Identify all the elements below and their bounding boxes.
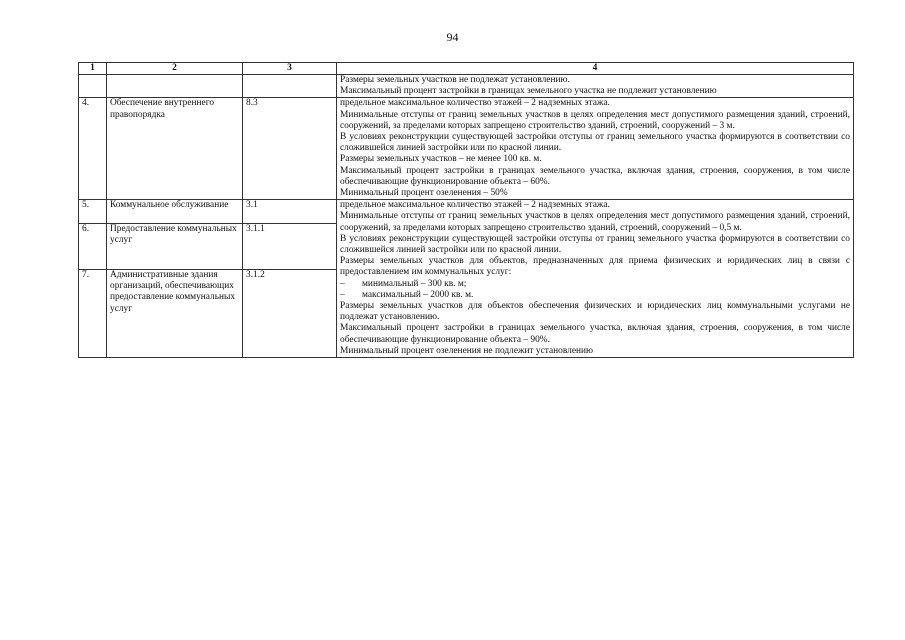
desc-line: предельное максимальное количество этажей – 2 надземных этажа. xyxy=(340,98,610,109)
dash-text: максимальный – 2000 кв. м. xyxy=(362,289,474,300)
row-name: Предоставление коммунальных услуг xyxy=(107,224,243,270)
table-row-5 xyxy=(79,200,854,224)
row-number: 7. xyxy=(79,270,107,358)
desc-line: Размеры земельных участков для объектов обеспечения физических и юридических лиц коммунальными услугами не подлежат установлению. xyxy=(340,301,850,323)
row-name: Обеспечение внутреннего правопорядка xyxy=(107,98,243,200)
table-row-4 xyxy=(79,98,854,200)
desc-line: Максимальный процент застройки в границах земельного участка, включая здания, строения, сооружения, в том числе обеспечивающие функционирование объекта – 90%. xyxy=(340,323,850,345)
row-name: Коммунальное обслуживание xyxy=(107,200,243,224)
row-code: 3.1 xyxy=(243,200,337,224)
header-cell-3: 3 xyxy=(243,63,337,75)
continuation-desc xyxy=(337,75,854,98)
row-desc xyxy=(337,98,854,200)
row-code: 3.1.2 xyxy=(243,270,337,358)
continuation-num xyxy=(79,75,107,98)
dash-mark: – xyxy=(340,289,345,300)
row-code: 3.1.1 xyxy=(243,224,337,270)
row-number: 5. xyxy=(79,200,107,224)
dash-item xyxy=(340,279,850,290)
row-number: 6. xyxy=(79,224,107,270)
row-code: 8.3 xyxy=(243,98,337,200)
row-number: 4. xyxy=(79,98,107,200)
desc-line: В условиях реконструкции существующей застройки отступы от границ земельного участка формируются в соответствии со сложившейся линией застройки или по красной линии. xyxy=(340,132,850,154)
dash-item xyxy=(340,290,850,301)
desc-line: предельное максимальное количество этажей – 2 надземных этажа. xyxy=(340,200,610,211)
desc-line: Размеры земельных участков для объектов, предназначенных для приема физических и юридических лиц в связи с предоставлением им коммунальных услуг: xyxy=(340,256,850,278)
header-cell-1: 1 xyxy=(79,63,107,75)
desc-line: В условиях реконструкции существующей застройки отступы от границ земельного участка формируются в соответствии со сложившейся линией застройки или по красной линии. xyxy=(340,233,850,256)
continuation-code xyxy=(243,75,337,98)
group-desc xyxy=(337,200,854,358)
desc-line: Минимальный процент озеленения не подлежит установлению xyxy=(340,345,594,356)
table-row-continuation xyxy=(79,75,854,98)
header-cell-4: 4 xyxy=(337,63,854,75)
dash-text: минимальный – 300 кв. м; xyxy=(362,278,467,289)
regulations-table xyxy=(78,62,854,358)
row-name: Административные здания организаций, обеспечивающих предоставление коммунальных услуг xyxy=(107,270,243,358)
table-header-row xyxy=(79,63,854,75)
desc-line: Размеры земельных участков – не менее 100 кв. м. xyxy=(340,154,542,165)
desc-line: Минимальный процент озеленения – 50% xyxy=(340,188,508,199)
desc-line: Максимальный процент застройки в границах земельного участка, включая здания, строения, сооружения, в том числе обеспечивающие функционирование объекта – 60%. xyxy=(340,165,850,187)
desc-line: Минимальные отступы от границ земельных участков в целях определения мест допустимого размещения зданий, строений, сооружений, за пределами которых запрещено строительство зданий, строений, сооружений – 0,5 м. xyxy=(340,211,850,233)
desc-line: Минимальные отступы от границ земельных участков в целях определения мест допустимого размещения зданий, строений, сооружений, за пределами которых запрещено строительство зданий, строений, сооружений – 3 м. xyxy=(340,109,850,131)
header-cell-2: 2 xyxy=(107,63,243,75)
continuation-name xyxy=(107,75,243,98)
page-number: 94 xyxy=(446,30,459,44)
desc-line: Размеры земельных участков не подлежат установлению. xyxy=(340,75,570,85)
desc-line: Максимальный процент застройки в границах земельного участка не подлежит установлению xyxy=(340,86,717,97)
dash-mark: – xyxy=(340,278,345,289)
